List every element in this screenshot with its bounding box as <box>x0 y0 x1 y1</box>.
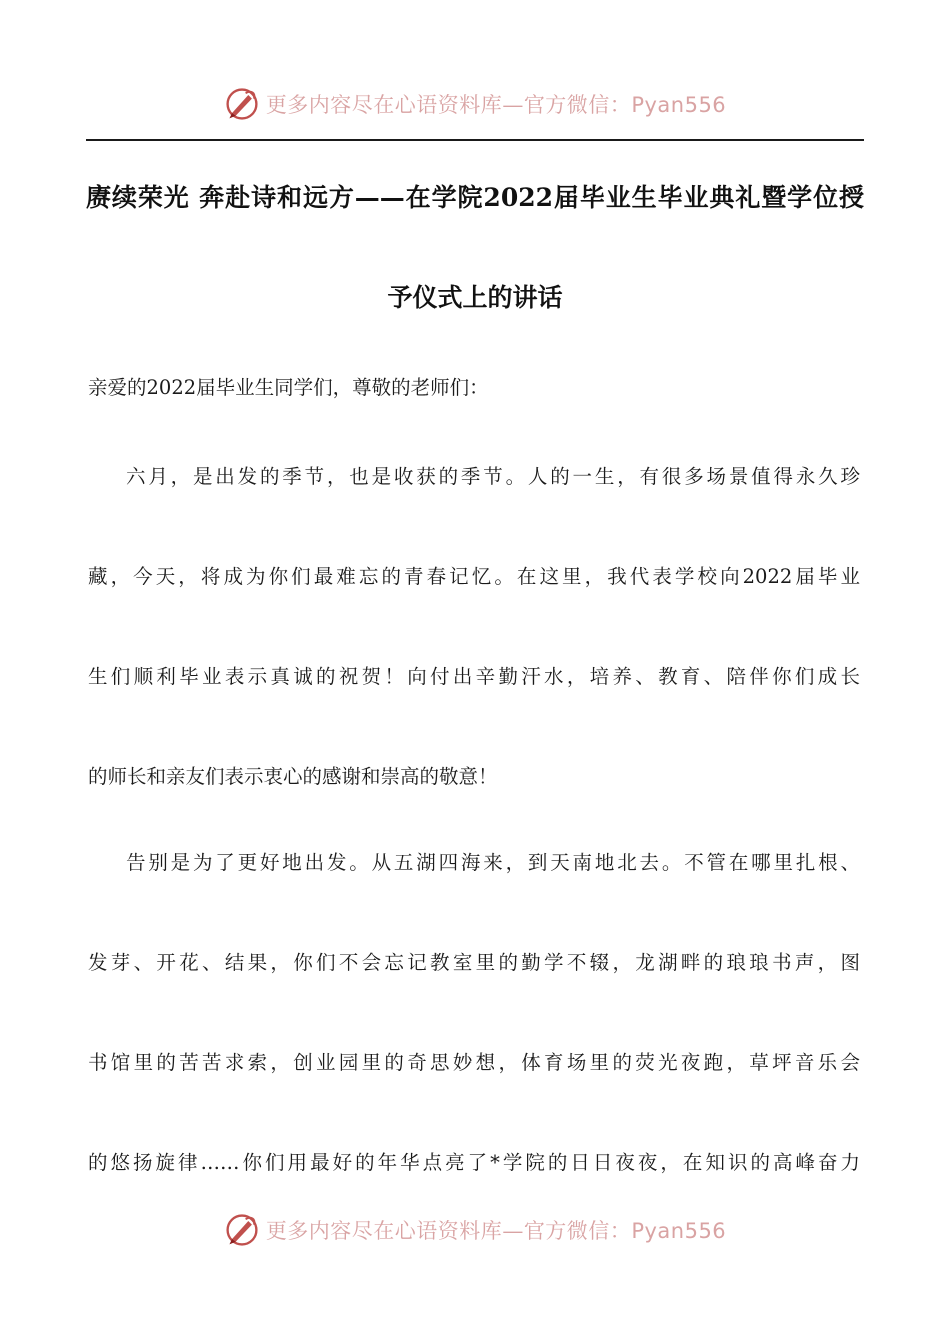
salutation: 亲爱的2022届毕业生同学们，尊敬的老师们： <box>88 376 489 399</box>
document-title-line-2: 予仪式上的讲话 <box>387 283 563 312</box>
footer-brand: 更多内容尽在心语资料库 <box>265 1219 503 1243</box>
footer-text <box>266 1215 726 1245</box>
header-divider <box>86 139 864 141</box>
header-contact-label: 官方微信： <box>523 93 632 117</box>
paragraph-2-line-1: 告别是为了更好地出发。从五湖四海来，到天南地北去。不管在哪里扎根、 <box>126 851 860 874</box>
pen-brush-logo-icon <box>224 1212 260 1248</box>
footer-contact-label: 官方微信： <box>523 1219 632 1243</box>
pen-brush-logo-icon <box>224 86 260 122</box>
footer-dash: — <box>502 1219 524 1243</box>
header-account: Pyan556 <box>631 93 727 117</box>
paragraph-2-line-4: 的悠扬旋律……你们用最好的年华点亮了*学院的日日夜夜，在知识的高峰奋力 <box>88 1151 860 1174</box>
paragraph-1-line-1: 六月，是出发的季节，也是收获的季节。人的一生，有很多场景值得永久珍 <box>126 465 860 488</box>
paragraph-1-line-2: 藏，今天，将成为你们最难忘的青春记忆。在这里，我代表学校向2022届毕业 <box>88 565 860 588</box>
header-brand: 更多内容尽在心语资料库 <box>265 93 503 117</box>
header-dash: — <box>502 93 524 117</box>
footer-banner <box>0 1210 950 1250</box>
paragraph-1-line-4: 的师长和亲友们表示衷心的感谢和崇高的敬意！ <box>88 765 498 788</box>
footer-account: Pyan556 <box>631 1219 727 1243</box>
paragraph-2-line-3: 书馆里的苦苦求索，创业园里的奇思妙想，体育场里的荧光夜跑，草坪音乐会 <box>88 1051 860 1074</box>
header-banner <box>0 84 950 124</box>
header-text <box>266 89 726 119</box>
paragraph-2-line-2: 发芽、开花、结果，你们不会忘记教室里的勤学不辍，龙湖畔的琅琅书声，图 <box>88 951 860 974</box>
document-title-line-1: 赓续荣光 奔赴诗和远方——在学院2022届毕业生毕业典礼暨学位授 <box>86 183 864 212</box>
paragraph-1-line-3: 生们顺利毕业表示真诚的祝贺！向付出辛勤汗水，培养、教育、陪伴你们成长 <box>88 665 860 688</box>
